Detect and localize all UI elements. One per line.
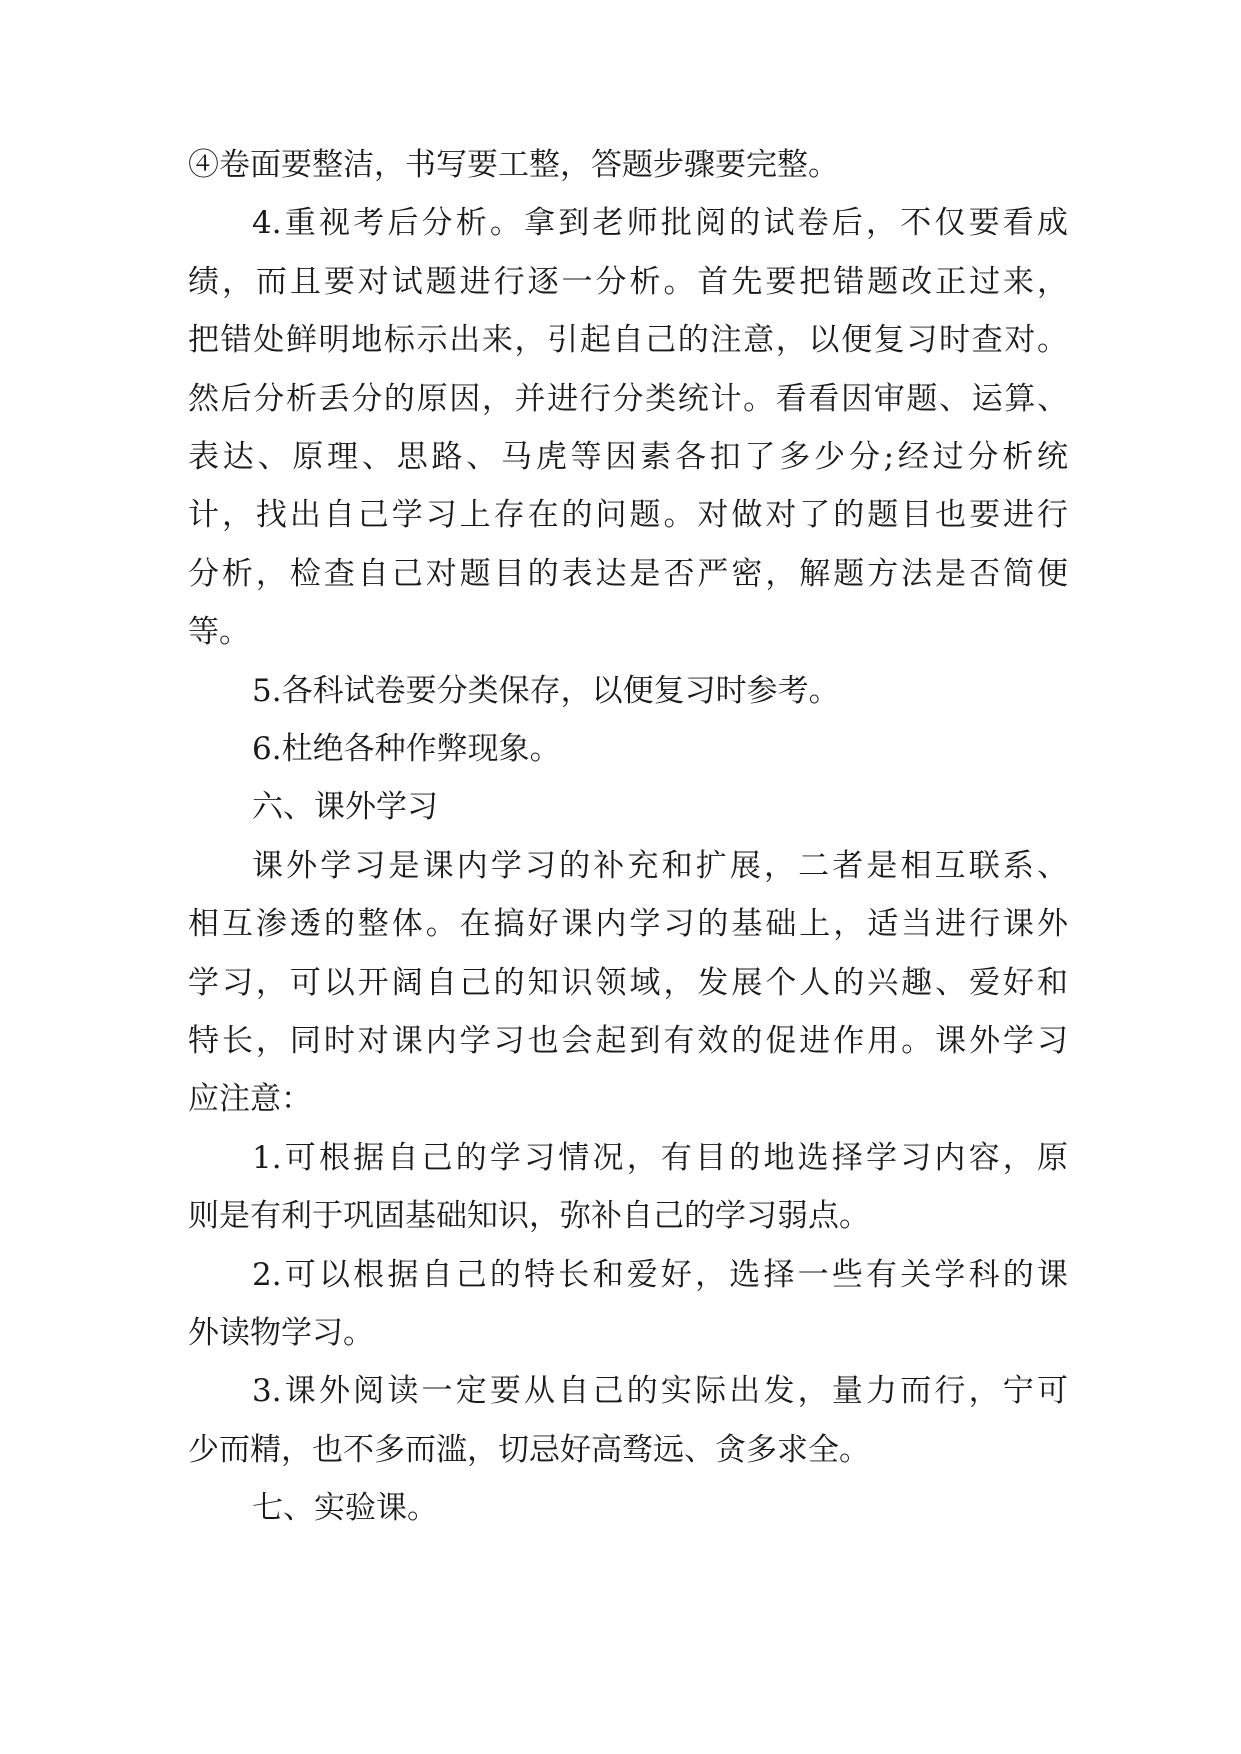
text-line: 绩，而且要对试题进行逐一分析。首先要把错题改正过来， (188, 264, 1068, 300)
text-line: 应注意： (188, 1081, 312, 1117)
text-line: 5.各科试卷要分类保存，以便复习时参考。 (252, 673, 840, 709)
text-line: 外读物学习。 (188, 1315, 374, 1351)
text-line: 计，找出自己学习上存在的问题。对做对了的题目也要进行 (188, 497, 1068, 533)
text-line: 特长，同时对课内学习也会起到有效的促进作用。课外学习 (188, 1023, 1068, 1059)
text-line: 七、实验课。 (252, 1490, 438, 1526)
text-line: 六、课外学习 (252, 789, 438, 825)
text-line: 6.杜绝各种作弊现象。 (252, 731, 561, 767)
text-line: 则是有利于巩固基础知识，弥补自己的学习弱点。 (188, 1198, 870, 1234)
text-line: 1.可根据自己的学习情况，有目的地选择学习内容，原 (252, 1140, 1068, 1176)
text-line: 然后分析丢分的原因，并进行分类统计。看看因审题、运算、 (188, 381, 1068, 417)
text-line: 分析，检查自己对题目的表达是否严密，解题方法是否简便 (188, 556, 1068, 592)
text-line: 少而精，也不多而滥，切忌好高骛远、贪多求全。 (188, 1432, 870, 1468)
text-line: 表达、原理、思路、马虎等因素各扣了多少分;经过分析统 (188, 439, 1068, 475)
text-line: 把错处鲜明地标示出来，引起自己的注意，以便复习时查对。 (188, 322, 1068, 358)
text-line: 学习，可以开阔自己的知识领域，发展个人的兴趣、爱好和 (188, 965, 1068, 1001)
text-line: 3.课外阅读一定要从自己的实际出发，量力而行，宁可 (252, 1373, 1068, 1409)
text-line: 课外学习是课内学习的补充和扩展，二者是相互联系、 (252, 848, 1068, 884)
text-line: ④卷面要整洁，书写要工整，答题步骤要完整。 (188, 147, 839, 183)
text-line: 4.重视考后分析。拿到老师批阅的试卷后，不仅要看成 (252, 205, 1068, 241)
text-line: 2.可以根据自己的特长和爱好，选择一些有关学科的课 (252, 1257, 1068, 1293)
text-line: 相互渗透的整体。在搞好课内学习的基础上，适当进行课外 (188, 906, 1068, 942)
text-line: 等。 (188, 614, 250, 650)
